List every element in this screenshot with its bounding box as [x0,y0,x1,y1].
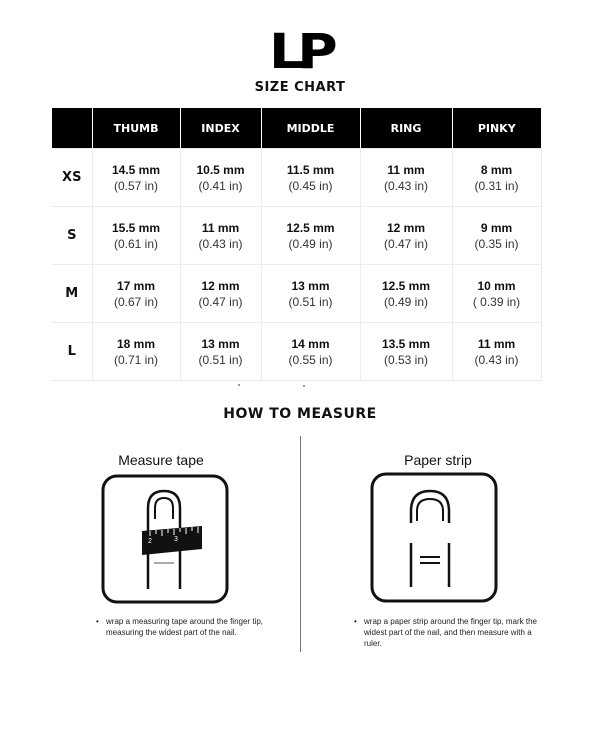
size-cell-index [180,207,261,265]
inch-value: ( 0.39 in) [472,294,521,309]
table-row [52,265,541,323]
size-cell-pinky [452,207,541,265]
millimeter-value: 8 mm [480,162,513,177]
inch-value: (0.67 in) [113,294,159,309]
measure-tape-title: Measure tape [118,452,204,468]
row-size-label: M [52,265,92,323]
stray-dot [303,385,305,387]
logo-mark: LP [269,24,331,80]
millimeter-value: 18 mm [116,336,156,351]
inch-value: (0.57 in) [113,178,159,193]
millimeter-value: 14.5 mm [111,162,161,177]
millimeter-value: 13 mm [201,336,240,351]
inch-value: (0.47 in) [198,294,243,309]
millimeter-value: 11 mm [477,336,516,351]
paper-strip-title: Paper strip [404,452,472,468]
millimeter-value: 17 mm [116,278,156,293]
size-cell-middle [261,323,360,381]
size-cell-ring [360,265,452,323]
size-cell-pinky [452,323,541,381]
millimeter-value: 11 mm [387,162,425,177]
stray-dot [238,384,240,386]
table-header-row [52,108,541,149]
paper-strip-note [354,616,544,649]
millimeter-value: 10 mm [477,278,516,293]
inch-value: (0.49 in) [288,236,333,251]
brand-logo [0,24,600,80]
millimeter-value: 12 mm [386,220,426,235]
inch-value: (0.43 in) [474,352,519,367]
illustration-frame [372,474,496,601]
millimeter-value: 10.5 mm [196,162,245,177]
note-bullet: • [96,617,99,626]
paper-strip-note-text: wrap a paper strip around the finger tip, mark the widest part of the nail, and then measure with a ruler. [364,617,537,648]
paper-strip-illustration [369,471,499,604]
size-cell-index [180,265,261,323]
millimeter-value: 12.5 mm [286,220,335,235]
column-header-middle: MIDDLE [261,108,360,149]
size-cell-index [180,149,261,207]
section-divider [300,436,301,652]
millimeter-value: 12.5 mm [381,278,431,293]
size-cell-ring [360,149,452,207]
column-header-ring: RING [360,108,452,149]
column-header-thumb: THUMB [92,108,180,149]
table-row [52,323,541,381]
size-cell-thumb [92,265,180,323]
size-cell-middle [261,265,360,323]
size-cell-middle [261,207,360,265]
inch-value: (0.71 in) [113,352,159,367]
millimeter-value: 11 mm [201,220,240,235]
row-size-label: S [52,207,92,265]
table-row [52,207,541,265]
inch-value: (0.51 in) [198,352,243,367]
column-header-index: INDEX [180,108,261,149]
size-cell-thumb [92,149,180,207]
millimeter-value: 14 mm [291,336,330,351]
inch-value: (0.43 in) [198,236,243,251]
row-size-label: L [52,323,92,381]
size-chart-table [52,108,542,381]
inch-value: (0.55 in) [288,352,333,367]
millimeter-value: 11.5 mm [286,162,335,177]
millimeter-value: 9 mm [480,220,513,235]
nail-outline [417,499,443,521]
measure-tape-note [96,616,274,638]
how-to-measure-heading: HOW TO MEASURE [223,406,377,422]
nail-outline [155,498,173,519]
size-cell-ring [360,207,452,265]
inch-value: (0.47 in) [383,236,429,251]
tape-mark-3: 3 [174,536,178,543]
inch-value: (0.61 in) [113,236,159,251]
size-cell-ring [360,323,452,381]
inch-value: (0.43 in) [383,178,429,193]
table-row [52,149,541,207]
note-bullet: • [354,617,357,626]
tape-mark-2: 2 [148,538,152,545]
inch-value: (0.53 in) [383,352,429,367]
millimeter-value: 12 mm [201,278,240,293]
size-cell-pinky [452,265,541,323]
inch-value: (0.31 in) [474,178,519,193]
inch-value: (0.41 in) [198,178,243,193]
size-cell-middle [261,149,360,207]
column-header-pinky: PINKY [452,108,541,149]
size-cell-thumb [92,207,180,265]
inch-value: (0.51 in) [288,294,333,309]
corner-header-cell [52,108,92,149]
size-cell-thumb [92,323,180,381]
size-cell-index [180,323,261,381]
size-cell-pinky [452,149,541,207]
millimeter-value: 13 mm [291,278,330,293]
inch-value: (0.45 in) [288,178,333,193]
page-title: SIZE CHART [254,80,346,95]
measure-tape-note-text: wrap a measuring tape around the finger tip, measuring the widest part of the nail. [106,617,263,637]
millimeter-value: 15.5 mm [111,220,161,235]
measure-tape-illustration [100,473,230,605]
row-size-label: XS [52,149,92,207]
millimeter-value: 13.5 mm [381,336,431,351]
inch-value: (0.49 in) [383,294,429,309]
inch-value: (0.35 in) [474,236,519,251]
